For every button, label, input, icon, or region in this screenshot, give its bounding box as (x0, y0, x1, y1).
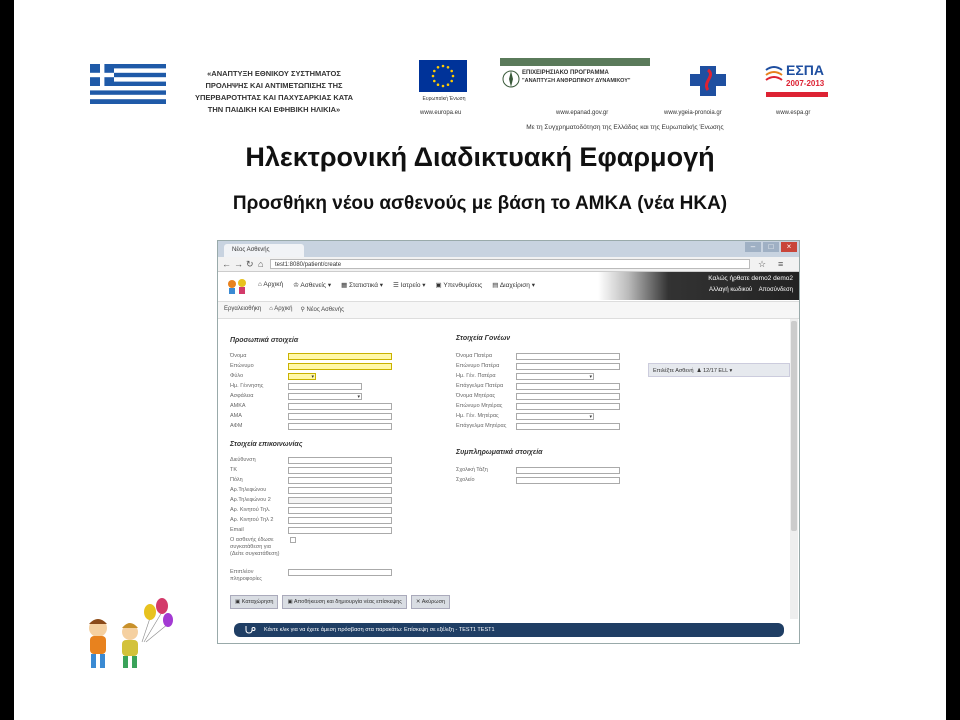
father-name-input[interactable] (516, 353, 620, 360)
parents-section-title: Στοιχεία Γονέων (456, 335, 511, 342)
consent-checkbox[interactable] (290, 537, 296, 543)
insurance-label: Ασφάλεια (230, 393, 254, 399)
zip-label: ΤΚ (230, 467, 238, 473)
father-surname-input[interactable] (516, 363, 620, 370)
browser-tab[interactable]: Νέος Ασθενής (224, 244, 304, 257)
browser-titlebar (218, 241, 799, 257)
menu-item-clinic[interactable]: ☰ Ιατρείο ▾ (393, 282, 426, 289)
epanad-title: ΕΠΙΧΕΙΡΗΣΙΑΚΟ ΠΡΟΓΡΑΜΜΑ (522, 70, 609, 76)
footer-text: Κάντε κλικ για να έχετε άμεση πρόσβαση στα παρακάτω: Επίσκεψη σε εξέλιξη - TEST1 TEST1 (264, 627, 495, 633)
scrollbar[interactable] (790, 319, 798, 619)
amka-label: ΑΜΚΑ (230, 403, 246, 409)
ministry-health-icon (686, 62, 730, 100)
browser-window (217, 240, 800, 644)
mobile-input[interactable] (288, 507, 392, 514)
forward-icon[interactable]: → (234, 259, 243, 269)
espa-logo (764, 62, 830, 102)
school-label: Σχολείο (456, 477, 475, 483)
mother-birthdate-label: Ημ. Γέν. Μητέρας (456, 413, 499, 419)
email-input[interactable] (288, 527, 392, 534)
ama-input[interactable] (288, 413, 392, 420)
mother-surname-input[interactable] (516, 403, 620, 410)
insurance-select[interactable]: ▾ (288, 393, 362, 400)
epanad-logo (500, 58, 650, 108)
user-panel (598, 272, 799, 300)
stethoscope-icon (244, 625, 256, 635)
kids-logo-icon (224, 276, 252, 296)
logout-link[interactable]: Αποσύνδεση (758, 287, 793, 293)
eu-flag-icon (419, 60, 467, 92)
eu-url: www.europa.eu (420, 110, 462, 116)
father-birthdate-select[interactable]: ▾ (516, 373, 594, 380)
mother-job-input[interactable] (516, 423, 620, 430)
crumb-toolbox[interactable]: Εργαλειοθήκη (224, 306, 262, 312)
form-buttons (230, 595, 450, 609)
mother-name-label: Όνομα Μητέρας (456, 393, 496, 399)
father-job-input[interactable] (516, 383, 620, 390)
espa-band (766, 92, 828, 97)
menu-item-admin[interactable]: ▤ Διαχείριση ▾ (492, 282, 535, 289)
main-menu (258, 281, 535, 289)
city-label: Πόλη (230, 477, 243, 483)
mother-surname-label: Επώνυμο Μητέρας (456, 403, 503, 409)
contact-section-title: Στοιχεία επικοινωνίας (230, 441, 303, 448)
afm-input[interactable] (288, 423, 392, 430)
last-name-label: Επώνυμο (230, 363, 254, 369)
menu-item-reminders[interactable]: ▣ Υπενθυμίσεις (435, 282, 483, 289)
school-class-label: Σχολική Τάξη (456, 467, 488, 473)
kids-balloons-icon (58, 598, 178, 678)
gender-label: Φύλο (230, 373, 244, 379)
consent-label: Ο ασθενής έδωσε συγκατάθεση για (Δείτε συγκατάθεση) (230, 537, 280, 557)
reload-icon[interactable]: ↻ (246, 259, 254, 269)
back-icon[interactable]: ← (222, 259, 231, 269)
mobile2-label: Αρ. Κινητού Τηλ 2 (230, 517, 274, 523)
form-content (218, 319, 790, 615)
mobile2-input[interactable] (288, 517, 392, 524)
menu-item-statistics[interactable]: ▦ Στατιστικά ▾ (341, 282, 384, 289)
program-title: «ΑΝΑΠΤΥΞΗ ΕΘΝΙΚΟΥ ΣΥΣΤΗΜΑΤΟΣ ΠΡΟΛΗΨΗΣ ΚΑΙ ΑΝΤΙΜΕΤΩΠΙΣΗΣ ΤΗΣ ΥΠΕΡΒΑΡΟΤΗΤΑΣ ΚΑΙ ΠΑΧΥΣΑΡΚΙΑΣ ΚΑΤΑ ΤΗΝ ΠΑΙΔΙΚΗ ΚΑΙ ΕΦΗΒΙΚΗ ΗΛΙΚΙΑ» (194, 69, 354, 114)
crumb-new-patient[interactable]: ⚲ Νέος Ασθενής (300, 307, 345, 313)
greek-flag-icon (90, 64, 166, 104)
other-info-label: Επιπλέον πληροφορίες (230, 569, 262, 582)
school-class-input[interactable] (516, 467, 620, 474)
email-label: Email (230, 527, 244, 533)
maximize-button[interactable]: □ (763, 242, 779, 252)
phone-label: Αρ.Τηλεφώνου (230, 487, 267, 493)
user-links (709, 287, 793, 293)
crumb-home[interactable]: ⌂ Αρχική (269, 306, 293, 312)
page-title: Ηλεκτρονική Διαδικτυακή Εφαρμογή (245, 142, 715, 172)
father-name-label: Όνομα Πατέρα (456, 353, 493, 359)
window-controls (745, 242, 797, 254)
ama-label: ΑΜΑ (230, 413, 242, 419)
zip-input[interactable] (288, 467, 392, 474)
epanad-subtitle: "ΑΝΑΠΤΥΞΗ ΑΝΘΡΩΠΙΝΟΥ ΔΥΝΑΜΙΚΟΥ" (522, 78, 631, 84)
presentation-slide (14, 0, 946, 720)
first-name-input[interactable] (288, 353, 392, 360)
city-input[interactable] (288, 477, 392, 484)
patient-selector[interactable]: Επιλέξτε Ασθενή ♟ 12/17 ELL ▾ (648, 363, 790, 377)
mobile-label: Αρ. Κινητού Τηλ. (230, 507, 271, 513)
espa-years: 2007-2013 (786, 79, 825, 88)
father-job-label: Επάγγελμα Πατέρα (456, 383, 504, 389)
birthdate-label: Ημ. Γέννησης (230, 383, 264, 389)
birthdate-input[interactable] (288, 383, 362, 390)
epanad-url: www.epanad.gov.gr (556, 110, 609, 116)
address-input[interactable] (288, 457, 392, 464)
phone2-label: Αρ.Τηλεφώνου 2 (230, 497, 271, 503)
address-label: Διεύθυνση (230, 457, 256, 463)
eu-caption: Ευρωπαϊκή Ένωση (422, 96, 466, 102)
gender-select[interactable]: ▾ (288, 373, 316, 380)
save-and-new-visit-button[interactable]: ▣ Αποθήκευση και δημιουργία νέας επίσκεψης (282, 595, 406, 609)
menu-item-patients[interactable]: ♔ Ασθενείς ▾ (293, 282, 332, 289)
footer-bar[interactable] (234, 623, 784, 637)
last-name-input[interactable] (288, 363, 392, 370)
other-info-input[interactable] (288, 569, 392, 576)
menu-item-home[interactable]: ⌂ Αρχική (258, 281, 284, 288)
scrollbar-thumb[interactable] (791, 321, 797, 531)
address-bar[interactable]: test1:8080/patient/create (270, 259, 750, 269)
first-name-label: Όνομα (230, 353, 247, 359)
mother-job-label: Επάγγελμα Μητέρας (456, 423, 507, 429)
minimize-button[interactable]: – (745, 242, 761, 252)
afm-label: ΑΦΜ (230, 423, 243, 429)
star-icon[interactable]: ☆ (758, 259, 767, 269)
menu-icon[interactable]: ≡ (778, 259, 784, 269)
extra-section-title: Συμπληρωματικά στοιχεία (456, 449, 543, 456)
mother-name-input[interactable] (516, 393, 620, 400)
user-greeting: Καλώς ήρθατε demo2 demo2 (708, 275, 793, 282)
close-button[interactable]: × (781, 242, 797, 252)
browser-toolbar (218, 257, 799, 272)
amka-input[interactable] (288, 403, 392, 410)
page-subtitle: Προσθήκη νέου ασθενούς με βάση το ΑΜΚΑ (νέα ΗΚΑ) (232, 193, 728, 214)
espa-title: ΕΣΠΑ (786, 62, 824, 78)
father-birthdate-label: Ημ. Γέν. Πατέρα (456, 373, 496, 379)
change-password-link[interactable]: Αλλαγή κωδικού (709, 287, 753, 293)
espa-url: www.espa.gr (776, 110, 811, 116)
home-icon[interactable]: ⌂ (258, 259, 264, 269)
cancel-button[interactable]: ✕ Ακύρωση (411, 595, 450, 609)
save-button[interactable]: ▣ Καταχώρηση (230, 595, 278, 609)
father-surname-label: Επώνυμο Πατέρα (456, 363, 500, 369)
espa-swirl-icon (764, 64, 784, 84)
breadcrumb (224, 306, 344, 313)
school-input[interactable] (516, 477, 620, 484)
cofunding-text: Με τη Συγχρηματοδότηση της Ελλάδας και της Ευρωπαϊκής Ένωσης (526, 124, 724, 131)
compass-icon (502, 70, 520, 88)
phone-input[interactable] (288, 487, 392, 494)
epanad-top-band (500, 58, 650, 66)
mother-birthdate-select[interactable]: ▾ (516, 413, 594, 420)
ministry-url: www.ygeia-pronoia.gr (664, 110, 722, 116)
phone2-input[interactable] (288, 497, 392, 504)
personal-section-title: Προσωπικά στοιχεία (230, 337, 299, 344)
